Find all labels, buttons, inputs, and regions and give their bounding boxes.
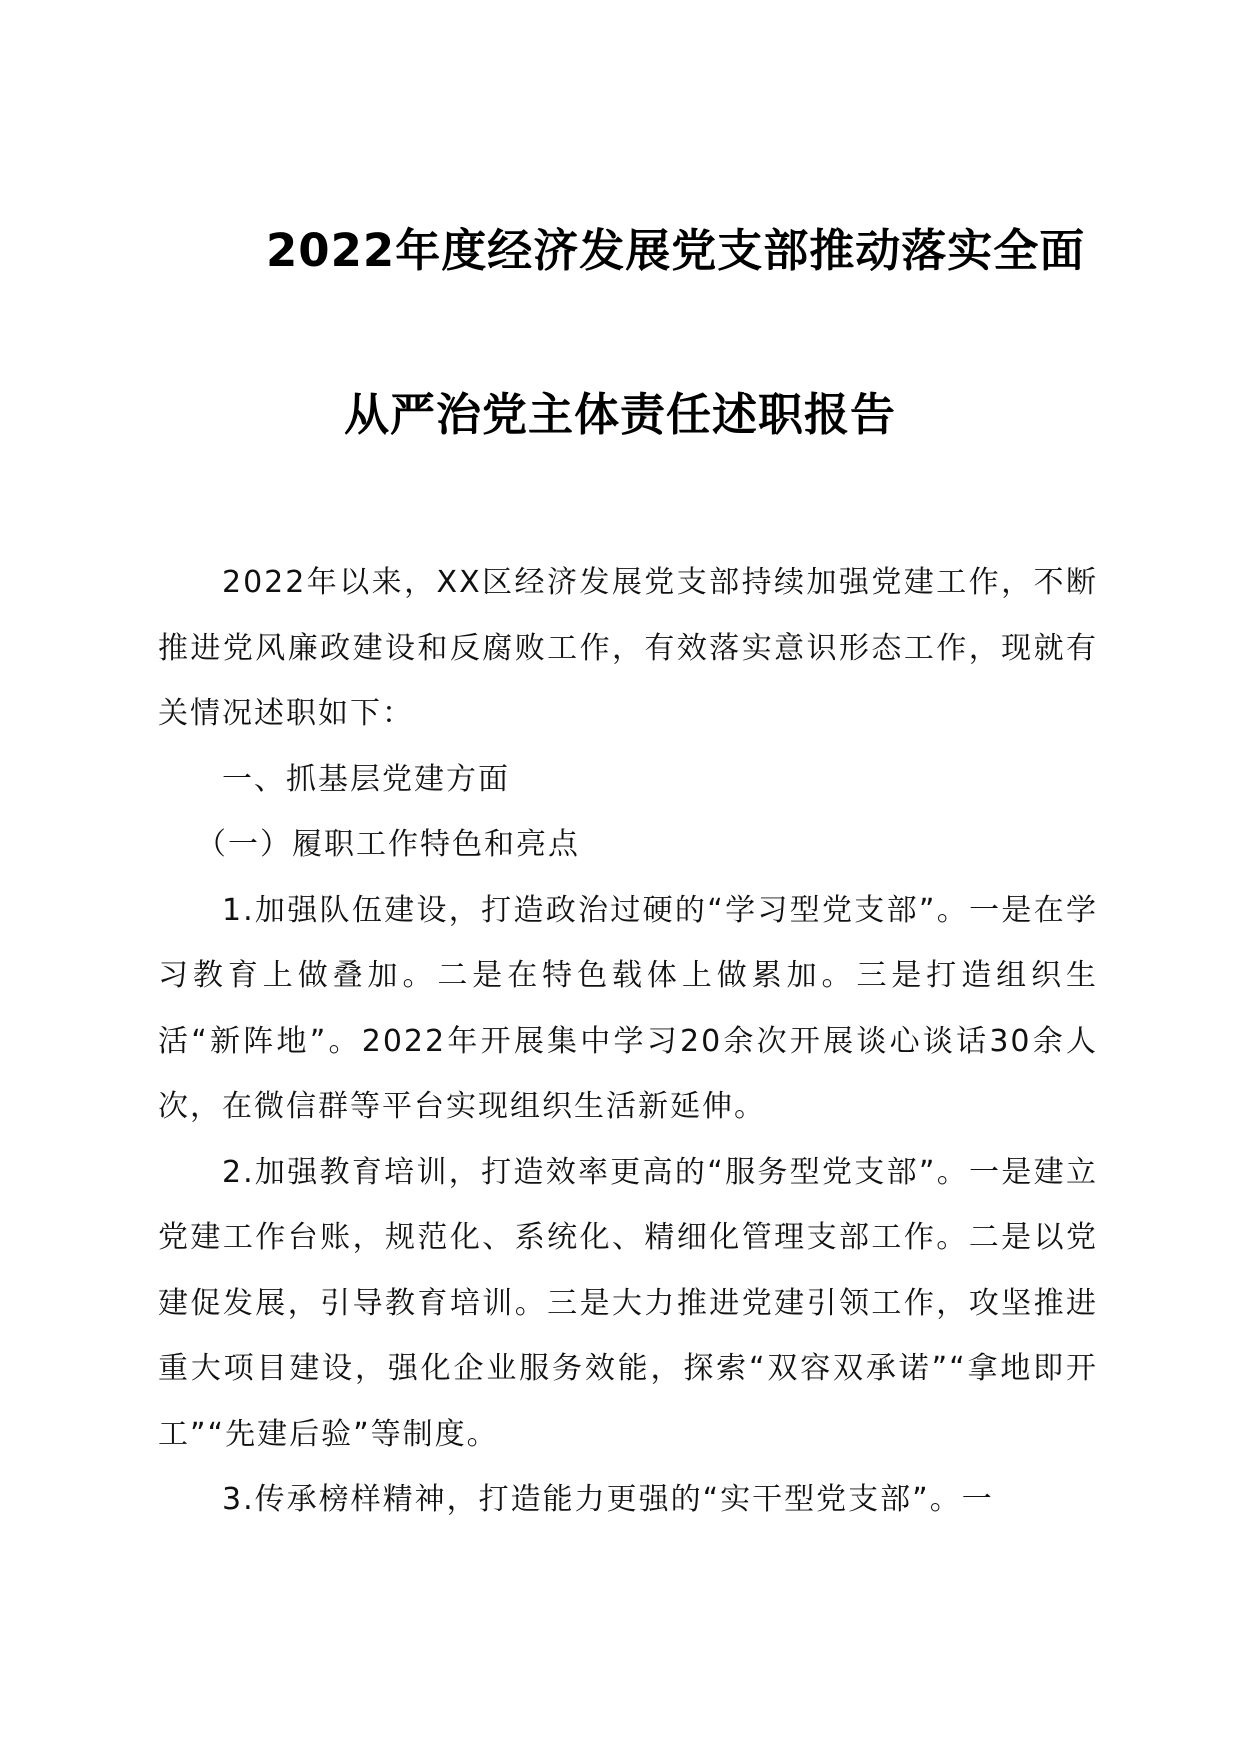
intro-paragraph: 2022年以来，XX区经济发展党支部持续加强党建工作，不断推进党风廉政建设和反腐败工作，有效落实意识形态工作，现就有关情况述职如下： [158,565,1098,731]
document-body [158,550,1098,1533]
document-title-line-1: 2022年度经济发展党支部推动落实全面 [266,224,1086,277]
section-heading: 一、抓基层党建方面 [222,761,510,797]
list-item-1: 1.加强队伍建设，打造政治过硬的“学习型党支部”。一是在学习教育上做叠加。二是在特色载体上做累加。三是打造组织生活“新阵地”。2022年开展集中学习20余次开展谈心谈话30余人次，在微信群等平台实现组织生活新延伸。 [158,892,1098,1124]
subsection-heading: （一）履职工作特色和亮点 [196,827,580,862]
list-item-2: 2.加强教育培训，打造效率更高的“服务型党支部”。一是建立党建工作台账，规范化、系统化、精细化管理支部工作。二是以党建促发展，引导教育培训。三是大力推进党建引领工作，攻坚推进重大项目建设，强化企业服务效能，探索“双容双承诺”“拿地即开工”“先建后验”等制度。 [158,1154,1098,1452]
document-title-line-2: 从严治党主体责任述职报告 [344,388,897,441]
list-item-3: 3.传承榜样精神，打造能力更强的“实干型党支部”。一 [222,1482,994,1517]
